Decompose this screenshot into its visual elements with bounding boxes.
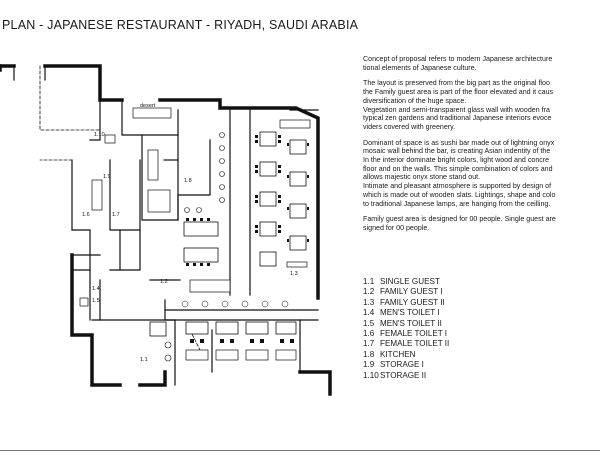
legend-item: 1.10 STORAGE II	[363, 370, 427, 380]
legend-item: 1.4 MEN'S TOILET I	[363, 308, 440, 318]
room-label-1-10: 1.10	[94, 132, 105, 138]
room-label-1-4: 1.4	[92, 286, 100, 292]
room-label-1-2: 1.2	[160, 279, 168, 285]
description-paragraph: Family guest area is designed for 00 people. Single guest are signed for 00 people.	[363, 215, 556, 232]
legend-item: 1.2 FAMILY GUEST I	[363, 287, 443, 297]
legend-item: 1.7 FEMALE TOILET II	[363, 339, 450, 349]
elevation-line	[40, 66, 200, 350]
room-label-1-7: 1.7	[112, 212, 120, 218]
page-border	[0, 450, 600, 451]
legend-item: 1.6 FEMALE TOILET I	[363, 329, 448, 339]
description-paragraph: Concept of proposal refers to modern Japanese architecture tional elements of Japanese culture.	[363, 55, 553, 72]
room-label-desert: desert	[140, 103, 156, 109]
description-paragraph: The layout is preserved from the big part as the original floo the Family guest area is part of the floor elevated and it caus diversification of the huge space. Vegetation and semi-transparent glass wall with wooden fra typical zen gardens and traditional Japanese interiors evoce viders covered with greenery.	[363, 79, 554, 131]
legend-item: 1.5 MEN'S TOILET II	[363, 318, 442, 328]
room-label-1-1: 1.1	[140, 357, 148, 363]
description-text	[363, 55, 600, 240]
room-label-1-5: 1.5	[92, 298, 100, 304]
page-title: PLAN - JAPANESE RESTAURANT - RIYADH, SAUDI ARABIA	[2, 18, 359, 32]
room-label-1-9: 1.9	[103, 174, 111, 180]
room-legend	[363, 277, 449, 381]
greenery	[182, 301, 288, 307]
legend-item: 1.9 STORAGE I	[363, 360, 424, 370]
legend-item: 1.3 FAMILY GUEST II	[363, 297, 445, 307]
legend-item: 1.1 SINGLE GUEST	[363, 277, 440, 286]
room-label-1-8: 1.8	[184, 178, 192, 184]
description-paragraph: Dominant of space is as sushi bar made out of lightning onyx mosaic wall behind the bar, is creating Asian indentity of the In the interior dominate bright colors, light wood and concre floor and on the walls. This simple combination of colors and allows majestic onyx stone stand out. Intimate and pleasant atmosphere is supported by design of which is made out of wooden slats. Lightings, shape and colo to traditional Japanese lamps, are hanging from the ceilling.	[363, 138, 556, 208]
legend-item: 1.8 KITCHEN	[363, 349, 416, 359]
room-label-1-6: 1.6	[82, 212, 90, 218]
room-label-1-3: 1.3	[290, 271, 298, 277]
